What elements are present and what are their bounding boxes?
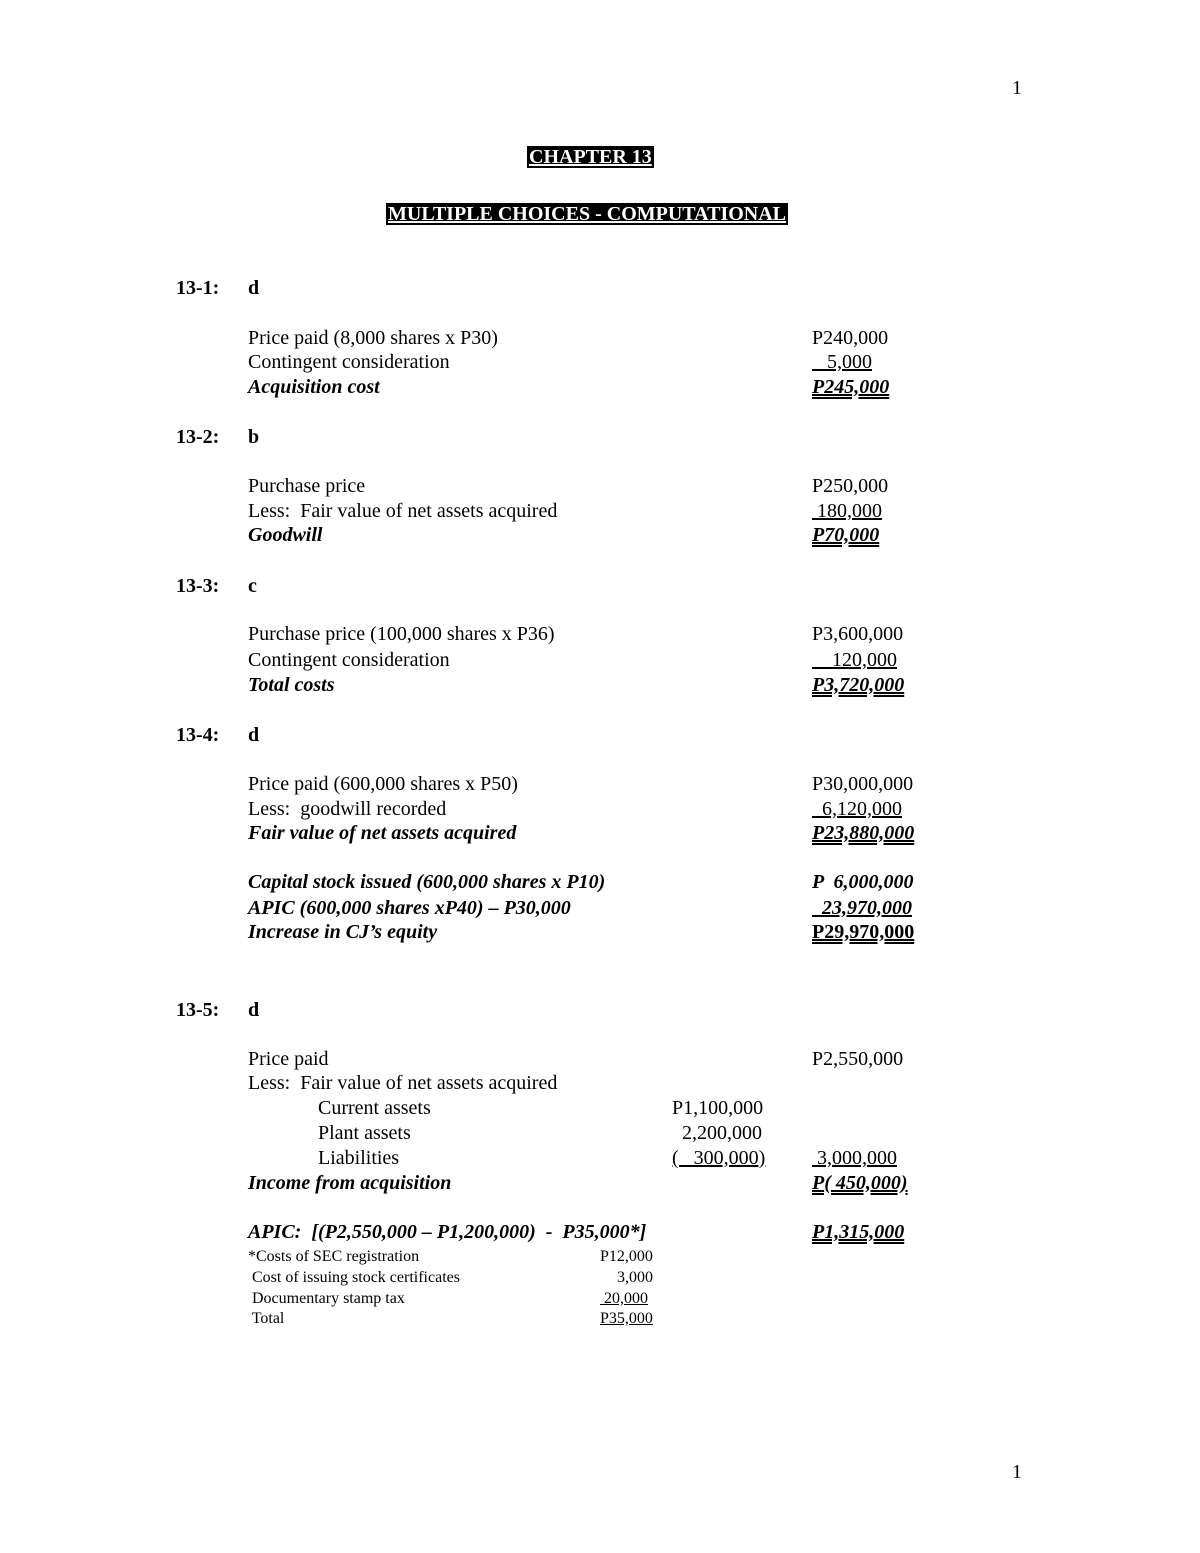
question-number: 13-5:	[176, 999, 220, 1021]
line-value: P30,000,000	[812, 773, 914, 795]
total-label: Total costs	[248, 674, 335, 696]
line-value: 23,970,000	[812, 897, 912, 919]
footnote-value: 20,000	[600, 1290, 648, 1307]
footnote-value: P12,000	[600, 1248, 653, 1265]
question-answer: c	[248, 575, 257, 597]
total-value: P( 450,000)	[812, 1172, 908, 1194]
footnote-value: P35,000	[600, 1310, 653, 1327]
chapter-title: CHAPTER 13	[529, 146, 652, 168]
line-value: 5,000	[812, 351, 872, 373]
footnote-label: Total	[248, 1310, 285, 1327]
line-label: APIC (600,000 shares xP40) – P30,000	[248, 897, 571, 919]
total-value: P70,000	[812, 524, 880, 546]
section-title: MULTIPLE CHOICES - COMPUTATIONAL	[388, 203, 787, 225]
question-answer: b	[248, 426, 260, 448]
total-value: P23,880,000	[812, 822, 915, 844]
total-value: P3,720,000	[812, 674, 905, 696]
line-label: Less: goodwill recorded	[248, 798, 447, 820]
footnote-value: 3,000	[617, 1269, 653, 1286]
line-label: Price paid (8,000 shares x P30)	[248, 327, 498, 349]
question-number: 13-3:	[176, 575, 220, 597]
line-label: Capital stock issued (600,000 shares x P10)	[248, 871, 606, 893]
line-value: P240,000	[812, 327, 889, 349]
line-label: Contingent consideration	[248, 351, 450, 373]
line-label: Purchase price	[248, 475, 366, 497]
sub-line-value: ( 300,000)	[672, 1147, 766, 1169]
line-value: P250,000	[812, 475, 889, 497]
line-value: P2,550,000	[812, 1048, 904, 1070]
footnote-label: Cost of issuing stock certificates	[248, 1269, 460, 1286]
line-label: Less: Fair value of net assets acquired	[248, 500, 558, 522]
apic-value: P1,315,000	[812, 1221, 905, 1243]
question-answer: d	[248, 999, 260, 1021]
sub-line-value: P1,100,000	[672, 1097, 764, 1119]
question-answer: d	[248, 724, 260, 746]
line-value: 6,120,000	[812, 798, 902, 820]
question-number: 13-4:	[176, 724, 220, 746]
sub-line-label: Plant assets	[318, 1122, 411, 1144]
question-answer: d	[248, 277, 260, 299]
page-number-bottom: 1	[1012, 1461, 1022, 1483]
line-label: Price paid	[248, 1048, 329, 1070]
sub-line-value: 2,200,000	[682, 1122, 762, 1144]
page-number-top: 1	[1012, 77, 1022, 99]
sub-line-label: Current assets	[318, 1097, 431, 1119]
total-label: Fair value of net assets acquired	[248, 822, 517, 844]
sub-line-label: Liabilities	[318, 1147, 400, 1169]
total-label: Goodwill	[248, 524, 323, 546]
line-label: Purchase price (100,000 shares x P36)	[248, 623, 555, 645]
footnote-label: *Costs of SEC registration	[248, 1248, 420, 1265]
footnote-label: Documentary stamp tax	[248, 1290, 405, 1307]
total-value: P29,970,000	[812, 921, 915, 943]
line-value: 180,000	[812, 500, 882, 522]
line-label: Less: Fair value of net assets acquired	[248, 1072, 558, 1094]
line-label: Contingent consideration	[248, 649, 450, 671]
total-label: Income from acquisition	[248, 1172, 452, 1194]
apic-label: APIC: [(P2,550,000 – P1,200,000) - P35,000*]	[248, 1221, 647, 1243]
line-value: 3,000,000	[812, 1147, 897, 1169]
line-value: 120,000	[812, 649, 897, 671]
total-label: Acquisition cost	[248, 376, 380, 398]
question-number: 13-2:	[176, 426, 220, 448]
question-number: 13-1:	[176, 277, 220, 299]
line-label: Price paid (600,000 shares x P50)	[248, 773, 518, 795]
total-label: Increase in CJ’s equity	[248, 921, 438, 943]
line-value: P3,600,000	[812, 623, 904, 645]
line-value: P 6,000,000	[812, 871, 914, 893]
total-value: P245,000	[812, 376, 890, 398]
